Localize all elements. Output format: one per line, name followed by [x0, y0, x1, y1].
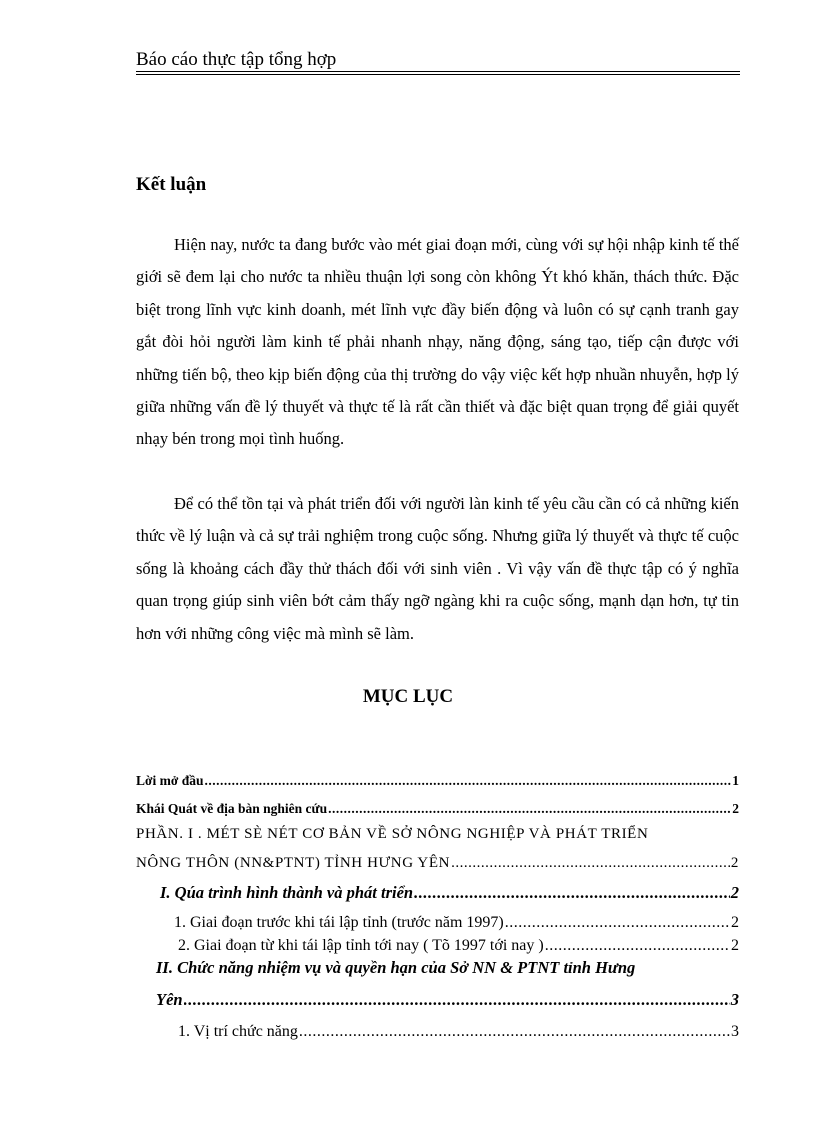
toc-entry[interactable] [160, 883, 739, 903]
toc-entry-page: 1 [732, 773, 739, 788]
toc-entry-label: 1. Vị trí chức năng [178, 1023, 298, 1040]
toc-leader [204, 773, 731, 789]
toc-entry-label-line1[interactable]: PHẦN. I . MÉT SÈ NÉT CƠ BẢN VỀ SỞ NÔNG NGHIỆP VÀ PHÁT TRIỂN [136, 826, 649, 842]
toc-entry-page: 2 [732, 801, 739, 816]
toc-entry-label: 1. Giai đoạn trước khi tái lập tỉnh (trước năm 1997) [174, 914, 504, 931]
toc-entry-label: Lời mở đầu [136, 773, 204, 788]
conclusion-paragraph-1: Hiện nay, nước ta đang bước vào mét giai đoạn mới, cùng với sự hội nhập kinh tế thế giới sẽ đem lại cho nước ta nhiều thuận lợi song còn không Ýt khó khăn, thách thức. Đặc biệt trong lĩnh vực kinh doanh, mét lĩnh vực đầy biến động và luôn có sự cạnh tranh gay gắt đòi hỏi người làm kinh tế phải nhanh nhạy, năng động, sáng tạo, tiếp cận được với những tiến bộ, theo kịp biến động của thị trường do vậy việc kết hợp nhuần nhuyễn, hợp lý giữa những vấn đề lý thuyết và thực tế là rất cần thiết và đặc biệt quan trọng để giải quyết nhạy bén trong mọi tình huống. [136, 235, 739, 449]
toc-entry[interactable] [178, 1023, 739, 1041]
toc-leader [328, 801, 731, 817]
toc-entry-label-line2: Yên [156, 990, 183, 1009]
toc-entry-label-line1[interactable]: II. Chức năng nhiệm vụ và quyền hạn của Sở NN & PTNT tỉnh Hưng [156, 958, 636, 977]
toc-title: MỤC LỤC [362, 686, 454, 707]
toc-entry-label: Khái Quát về địa bàn nghiên cứu [136, 801, 328, 816]
toc-entry-page: 2 [731, 914, 739, 931]
toc-entry[interactable] [174, 914, 739, 932]
toc-entry[interactable] [156, 990, 739, 1010]
toc-leader [184, 990, 730, 1010]
header-rule-bottom [136, 74, 740, 75]
toc-leader [451, 855, 730, 872]
toc-leader [505, 914, 730, 932]
header-title: Báo cáo thực tập tổng hợp [136, 49, 342, 71]
page-header [136, 49, 740, 71]
toc-entry[interactable] [136, 855, 739, 872]
conclusion-paragraph-2: Để có thể tồn tại và phát triển đối với người làn kinh tế yêu cầu cần có cả những kiến thức về lý luận và cả sự trải nghiệm trong cuộc sống. Nhưng giữa lý thuyết và thực tế cuộc sống là khoảng cách đầy thử thách đối với sinh viên . Vì vậy vấn đề thực tập có ý nghĩa quan trọng giúp sinh viên bớt cảm thấy ngỡ ngàng khi ra cuộc sống, mạnh dạn hơn, tự tin hơn với những công việc mà mình sẽ làm. [136, 494, 739, 643]
toc-entry[interactable] [136, 801, 739, 817]
toc-entry[interactable] [136, 773, 739, 789]
toc-entry-page: 2 [730, 855, 739, 871]
toc-entry-page: 2 [730, 883, 739, 902]
toc-leader [414, 883, 730, 903]
toc-entry-label-line2: NÔNG THÔN (NN&PTNT) TỈNH HƯNG YÊN [136, 855, 451, 871]
toc-entry-label: 2. Giai đoạn từ khi tái lập tỉnh tới nay ( Tõ 1997 tới nay ) [178, 937, 544, 954]
toc-leader [545, 937, 730, 955]
conclusion-heading: Kết luận [136, 174, 207, 195]
toc-leader [299, 1023, 730, 1041]
toc-entry-page: 2 [731, 937, 739, 954]
toc-entry-page: 3 [730, 990, 739, 1009]
header-rule-top [136, 71, 740, 72]
toc-entry-page: 3 [731, 1023, 739, 1040]
toc-entry-label: I. Qúa trình hình thành và phát triển [160, 883, 414, 902]
toc-entry[interactable] [178, 937, 739, 955]
